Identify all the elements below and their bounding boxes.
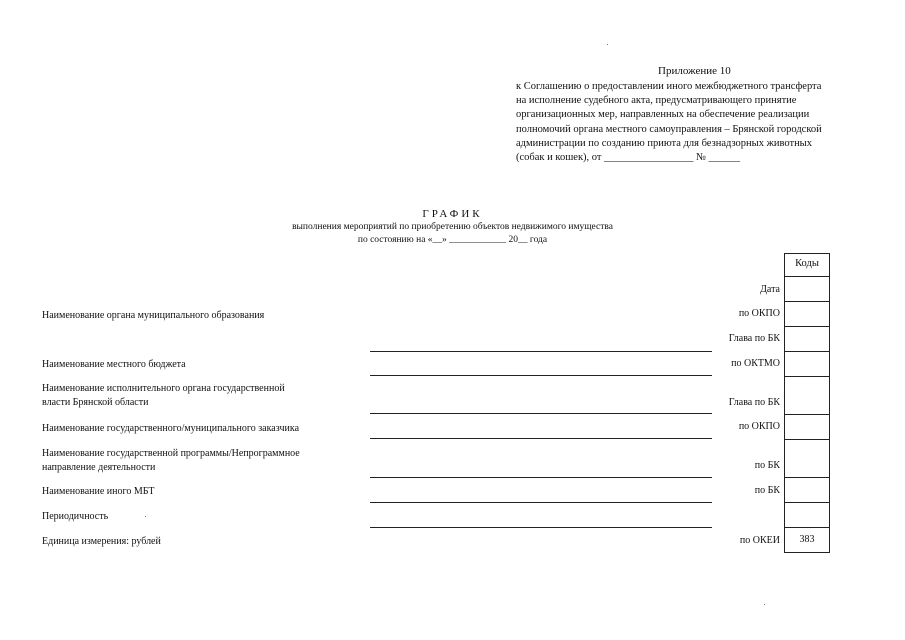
code-cell-bk[interactable] bbox=[785, 477, 829, 503]
code-cell-okpo[interactable] bbox=[785, 301, 829, 327]
label-exec-body-line: власти Брянской области bbox=[42, 397, 149, 408]
appendix-line: администрации по созданию приюта для безнадзорных животных bbox=[516, 137, 812, 149]
document-title: ГРАФИК bbox=[422, 208, 483, 220]
appendix-line: (собак и кошек), от _________________ № ______ bbox=[516, 152, 741, 164]
code-value-okei: 383 bbox=[799, 534, 815, 545]
code-cell-periodicity[interactable] bbox=[785, 502, 829, 528]
appendix-line: полномочий органа местного самоуправления – Брянской городской bbox=[516, 123, 822, 135]
code-cell-okpo[interactable] bbox=[785, 414, 829, 440]
codes-table bbox=[784, 253, 830, 553]
code-cell-glava-bk[interactable] bbox=[785, 376, 829, 415]
fill-line-periodicity[interactable] bbox=[370, 527, 712, 528]
codes-header: Коды bbox=[795, 258, 819, 269]
label-program bbox=[42, 447, 300, 475]
label-unit: Единица измерения: рублей bbox=[42, 536, 161, 547]
label-municipal-org: Наименование органа муниципального образования bbox=[42, 310, 265, 321]
label-program-line: Наименование государственной программы/Непрограммное bbox=[42, 448, 300, 459]
label-customer: Наименование государственного/муниципального заказчика bbox=[42, 423, 300, 434]
label-periodicity: Периодичность bbox=[42, 511, 109, 522]
code-label-bk: по БК bbox=[754, 485, 780, 496]
label-mbt: Наименование иного МБТ bbox=[42, 486, 155, 497]
code-label-oktmo: по ОКТМО bbox=[731, 358, 780, 369]
document-date-line: по состоянию на «__» ____________ 20__ года bbox=[357, 235, 548, 245]
appendix-title: Приложение 10 bbox=[658, 65, 731, 77]
label-local-budget: Наименование местного бюджета bbox=[42, 359, 186, 370]
fill-line-customer[interactable] bbox=[370, 438, 712, 439]
scan-speck bbox=[764, 604, 765, 605]
code-cell-bk[interactable] bbox=[785, 439, 829, 478]
code-label-okpo: по ОКПО bbox=[738, 421, 780, 432]
fill-line-budget[interactable] bbox=[370, 375, 712, 376]
label-exec-body bbox=[42, 382, 285, 410]
label-program-line: направление деятельности bbox=[42, 462, 156, 473]
label-exec-body-line: Наименование исполнительного органа государственной bbox=[42, 383, 285, 394]
code-cell-glava-bk[interactable] bbox=[785, 326, 829, 352]
code-label-glava-bk: Глава по БК bbox=[728, 333, 780, 344]
fill-line-program[interactable] bbox=[370, 477, 712, 478]
code-label-bk: по БК bbox=[754, 460, 780, 471]
appendix-line: на исполнение судебного акта, предусматривающего принятие bbox=[516, 95, 797, 107]
fill-line-org[interactable] bbox=[370, 351, 712, 352]
document-subtitle: выполнения мероприятий по приобретению объектов недвижимого имущества bbox=[292, 222, 613, 232]
fill-line-mbt[interactable] bbox=[370, 502, 712, 503]
appendix-text bbox=[516, 80, 822, 165]
code-label-okei: по ОКЕИ bbox=[739, 535, 780, 546]
code-label-glava-bk: Глава по БК bbox=[728, 397, 780, 408]
scan-speck bbox=[145, 516, 146, 517]
code-label-okpo: по ОКПО bbox=[738, 308, 780, 319]
code-label-date: Дата bbox=[760, 284, 780, 295]
appendix-line: организационных мер, направленных на обеспечение реализации bbox=[516, 109, 810, 121]
appendix-line: к Соглашению о предоставлении иного межбюджетного трансферта bbox=[516, 81, 822, 92]
code-cell-date[interactable] bbox=[785, 276, 829, 302]
fill-line-exec-body[interactable] bbox=[370, 413, 712, 414]
scan-speck bbox=[607, 44, 608, 45]
code-cell-oktmo[interactable] bbox=[785, 351, 829, 377]
